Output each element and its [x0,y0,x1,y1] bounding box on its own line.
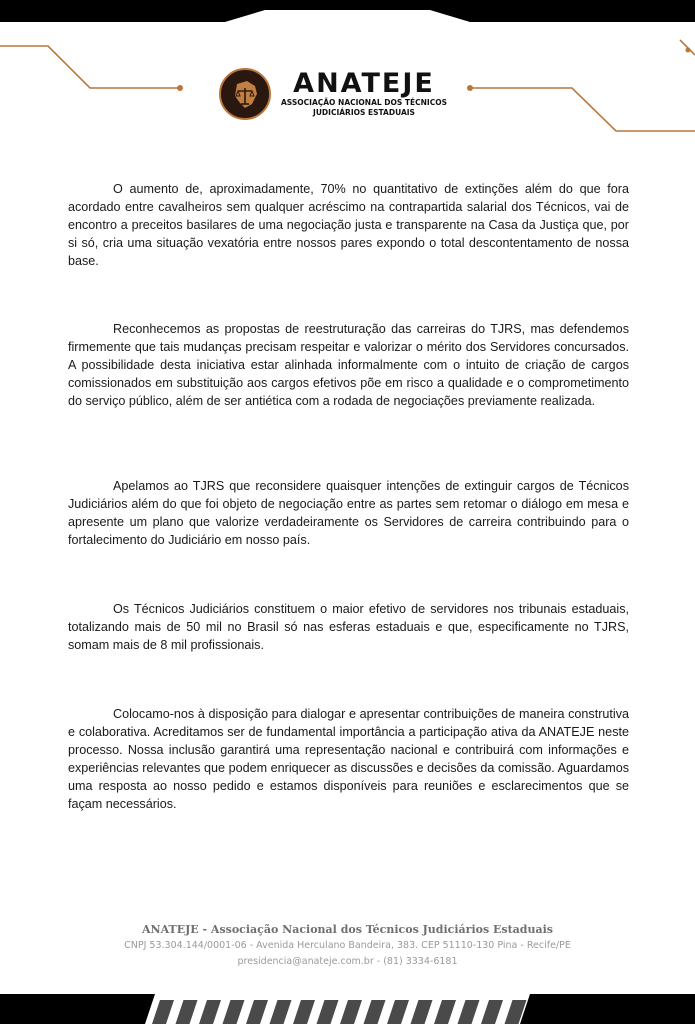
footer-stripes [152,1000,527,1024]
footer-decoration [0,992,695,1024]
footer-stripe [364,1000,386,1024]
org-short-name: ANATEJE [293,68,435,99]
footer-stripe [411,1000,433,1024]
paragraph-5: Colocamo-nos à disposição para dialogar e apresentar contribuições de maneira construtiva e colaborativa. Acreditamos ser de fundamental importância a participação ativa da ANATEJE neste processo. Nossa inclusão garantirá uma representação nacional e contribuirá com informações e experiências relevantes que podem enriquecer as discussões e decisões da comissão. Aguardamos uma resposta ao nosso pedido e estamos disponíveis para reuniões e esclarecimentos que se façam necessários. [68,707,629,811]
footer-stripe [340,1000,362,1024]
footer-stripe [434,1000,456,1024]
footer-stripe [223,1000,245,1024]
footer-stripe [270,1000,292,1024]
org-subtitle: ASSOCIAÇÃO NACIONAL DOS TÉCNICOS JUDICIÁRIOS ESTADUAIS [281,98,447,117]
footer-stripe [458,1000,480,1024]
footer-stripe [293,1000,315,1024]
header-line-left [0,46,180,88]
org-logo [219,68,449,120]
header-band [0,0,695,22]
paragraph-2: Reconhecemos as propostas de reestruturação das carreiras do TJRS, mas defendemos firmemente que tais mudanças precisam respeitar e valorizar o mérito dos Servidores concursados. A possibilidade desta iniciativa estar alinhada informalmente com o intuito de criação de cargos comissionados em substituição aos cargos efetivos põe em risco a qualidade e o comprometimento do serviço público, além de ser antiética com a rodada de negociações previamente realizada. [68,322,629,408]
header-line-right [470,88,695,131]
header-line-left-dot [177,85,183,91]
paragraph-1: O aumento de, aproximadamente, 70% no quantitativo de extinções além do que fora acordado entre cavalheiros sem qualquer acréscimo na contrapartida salarial dos Técnicos, vai de encontro a preceitos basilares de uma negociação justa e transparente na Casa da Justiça que, por si só, cria uma situação vexatória entre nossos pares expondo o total descontentamento de nossa base. [68,182,629,268]
footer-address: CNPJ 53.304.144/0001-06 - Avenida Herculano Bandeira, 383. CEP 51110-130 Pina - Recife/PE [124,940,571,951]
footer-stripe [317,1000,339,1024]
footer-stripe [387,1000,409,1024]
paragraph-3: Apelamos ao TJRS que reconsidere quaisquer intenções de extinguir cargos de Técnicos Judiciários além do que foi objeto de negociação entre as partes sem retomar o diálogo em mesa e apresente um plano que valorize verdadeiramente os Servidores de carreira contribuindo para o fortalecimento do Judiciário em nosso país. [68,479,629,547]
footer-stripe [152,1000,174,1024]
header-line-corner-dot [686,48,691,53]
footer-stripe [246,1000,268,1024]
footer-stripe [199,1000,221,1024]
footer-band-left [0,994,155,1024]
footer-contact: presidencia@anateje.com.br - (81) 3334-6181 [237,956,458,967]
footer-stripe [176,1000,198,1024]
brazil-map-scales-icon [219,68,271,120]
footer-title: ANATEJE - Associação Nacional dos Técnicos Judiciários Estaduais [142,923,553,936]
footer-band-right [520,994,695,1024]
footer-stripe [481,1000,503,1024]
header-line-right-dot [467,85,473,91]
header-line-corner [680,40,695,55]
page-footer [0,922,695,970]
paragraph-4: Os Técnicos Judiciários constituem o maior efetivo de servidores nos tribunais estaduais, totalizando mais de 50 mil no Brasil só nas esferas estaduais e que, especificamente no TJRS, somam mais de 8 mil profissionais. [68,602,629,652]
